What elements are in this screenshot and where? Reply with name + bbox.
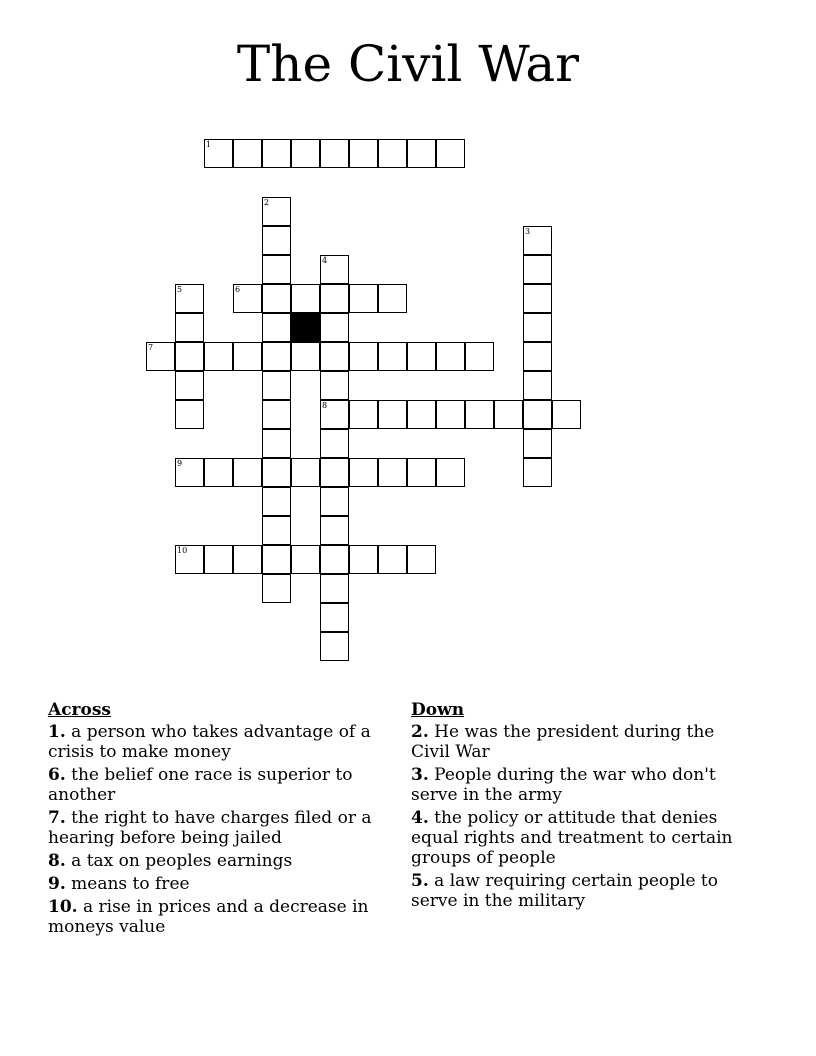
grid-cell[interactable]	[262, 226, 291, 255]
grid-cell[interactable]	[262, 371, 291, 400]
grid-cell[interactable]	[146, 342, 175, 371]
grid-cell[interactable]	[291, 139, 320, 168]
clue-number-label: 3	[525, 227, 531, 236]
grid-cell[interactable]	[523, 371, 552, 400]
clue-across-6	[48, 765, 388, 805]
grid-cell[interactable]	[523, 429, 552, 458]
grid-cell[interactable]	[320, 603, 349, 632]
grid-cell[interactable]	[175, 313, 204, 342]
clue-number-label: 7	[148, 343, 154, 352]
grid-cell[interactable]	[320, 139, 349, 168]
clue-text: a person who takes advantage of a crisis to make money	[48, 722, 371, 762]
across-clues	[48, 700, 388, 940]
clue-number-label: 1	[206, 140, 212, 149]
black-cell	[291, 313, 320, 342]
clue-across-7	[48, 808, 388, 848]
grid-cell[interactable]	[204, 545, 233, 574]
clue-text: the belief one race is superior to another	[48, 765, 353, 805]
grid-cell[interactable]	[523, 458, 552, 487]
grid-cell[interactable]	[320, 516, 349, 545]
grid-cell[interactable]	[291, 458, 320, 487]
grid-cell[interactable]	[349, 458, 378, 487]
grid-cell[interactable]	[320, 284, 349, 313]
clue-number: 5.	[411, 871, 429, 891]
grid-cell[interactable]	[233, 545, 262, 574]
grid-cell[interactable]	[523, 226, 552, 255]
grid-cell[interactable]	[175, 400, 204, 429]
grid-cell[interactable]	[436, 400, 465, 429]
grid-cell[interactable]	[378, 342, 407, 371]
grid-cell[interactable]	[204, 342, 233, 371]
clue-text: a rise in prices and a decrease in moneys value	[48, 897, 369, 937]
grid-cell[interactable]	[552, 400, 581, 429]
grid-cell[interactable]	[262, 139, 291, 168]
clue-across-8	[48, 851, 388, 871]
grid-cell[interactable]	[465, 400, 494, 429]
grid-cell[interactable]	[523, 342, 552, 371]
clue-number: 2.	[411, 722, 429, 742]
grid-cell[interactable]	[291, 342, 320, 371]
grid-cell[interactable]	[523, 313, 552, 342]
grid-cell[interactable]	[436, 342, 465, 371]
across-heading: Across	[48, 700, 111, 720]
clue-number-label: 2	[264, 198, 270, 207]
grid-cell[interactable]	[523, 255, 552, 284]
clue-number: 9.	[48, 874, 66, 894]
grid-cell[interactable]	[378, 545, 407, 574]
grid-cell[interactable]	[262, 516, 291, 545]
grid-cell[interactable]	[320, 255, 349, 284]
clue-down-4	[411, 808, 756, 868]
clue-number-label: 4	[322, 256, 328, 265]
grid-cell[interactable]	[436, 139, 465, 168]
grid-cell[interactable]	[349, 545, 378, 574]
grid-cell[interactable]	[523, 284, 552, 313]
grid-cell[interactable]	[262, 574, 291, 603]
grid-cell[interactable]	[378, 400, 407, 429]
grid-cell[interactable]	[320, 400, 349, 429]
grid-cell[interactable]	[233, 342, 262, 371]
grid-cell[interactable]	[320, 313, 349, 342]
grid-cell[interactable]	[262, 342, 291, 371]
grid-cell[interactable]	[262, 255, 291, 284]
clue-number-label: 5	[177, 285, 183, 294]
down-clues	[411, 700, 756, 914]
clue-across-10	[48, 897, 388, 937]
grid-cell[interactable]	[175, 458, 204, 487]
grid-cell[interactable]	[320, 632, 349, 661]
clue-down-5	[411, 871, 756, 911]
grid-cell[interactable]	[204, 139, 233, 168]
clue-text: People during the war who don't serve in the army	[411, 765, 716, 805]
clue-text: the right to have charges filed or a hearing before being jailed	[48, 808, 372, 848]
grid-cell[interactable]	[320, 574, 349, 603]
grid-cell[interactable]	[175, 371, 204, 400]
clue-number-label: 6	[235, 285, 241, 294]
grid-cell[interactable]	[175, 342, 204, 371]
grid-cell[interactable]	[320, 487, 349, 516]
grid-cell[interactable]	[262, 313, 291, 342]
grid-cell[interactable]	[436, 458, 465, 487]
grid-cell[interactable]	[320, 371, 349, 400]
grid-cell[interactable]	[320, 545, 349, 574]
grid-cell[interactable]	[407, 139, 436, 168]
grid-cell[interactable]	[291, 284, 320, 313]
grid-cell[interactable]	[262, 487, 291, 516]
clue-number: 8.	[48, 851, 66, 871]
grid-cell[interactable]	[349, 284, 378, 313]
grid-cell[interactable]	[262, 400, 291, 429]
clue-across-1	[48, 722, 388, 762]
clue-number: 3.	[411, 765, 429, 785]
clue-across-9	[48, 874, 388, 894]
clue-number-label: 8	[322, 401, 328, 410]
clue-text: the policy or attitude that denies equal rights and treatment to certain groups of people	[411, 808, 733, 868]
clue-number: 1.	[48, 722, 66, 742]
down-heading: Down	[411, 700, 465, 720]
page-title: The Civil War	[236, 35, 580, 93]
grid-cell[interactable]	[175, 545, 204, 574]
clue-number-label: 9	[177, 459, 183, 468]
grid-cell[interactable]	[262, 284, 291, 313]
grid-cell[interactable]	[378, 458, 407, 487]
clue-text: a law requiring certain people to serve in the military	[411, 871, 718, 911]
clue-down-2	[411, 722, 756, 762]
grid-cell[interactable]	[465, 342, 494, 371]
clue-text: means to free	[71, 874, 190, 894]
clue-number-label: 10	[177, 546, 188, 555]
clue-number: 4.	[411, 808, 429, 828]
grid-cell[interactable]	[407, 545, 436, 574]
grid-cell[interactable]	[378, 284, 407, 313]
grid-cell[interactable]	[407, 400, 436, 429]
grid-cell[interactable]	[320, 458, 349, 487]
grid-cell[interactable]	[349, 139, 378, 168]
grid-cell[interactable]	[494, 400, 523, 429]
grid-cell[interactable]	[320, 342, 349, 371]
grid-cell[interactable]	[204, 458, 233, 487]
grid-cell[interactable]	[291, 545, 320, 574]
clue-text: a tax on peoples earnings	[71, 851, 293, 871]
grid-cell[interactable]	[175, 284, 204, 313]
grid-cell[interactable]	[262, 458, 291, 487]
grid-cell[interactable]	[262, 197, 291, 226]
grid-cell[interactable]	[523, 400, 552, 429]
grid-cell[interactable]	[262, 545, 291, 574]
grid-cell[interactable]	[320, 429, 349, 458]
grid-cell[interactable]	[233, 139, 262, 168]
grid-cell[interactable]	[233, 284, 262, 313]
grid-cell[interactable]	[407, 342, 436, 371]
clue-number: 7.	[48, 808, 66, 828]
grid-cell[interactable]	[378, 139, 407, 168]
grid-cell[interactable]	[349, 400, 378, 429]
clue-text: He was the president during the Civil War	[411, 722, 715, 762]
clue-down-3	[411, 765, 756, 805]
grid-cell[interactable]	[262, 429, 291, 458]
grid-cell[interactable]	[407, 458, 436, 487]
clue-number: 6.	[48, 765, 66, 785]
grid-cell[interactable]	[233, 458, 262, 487]
clue-number: 10.	[48, 897, 78, 917]
grid-cell[interactable]	[349, 342, 378, 371]
